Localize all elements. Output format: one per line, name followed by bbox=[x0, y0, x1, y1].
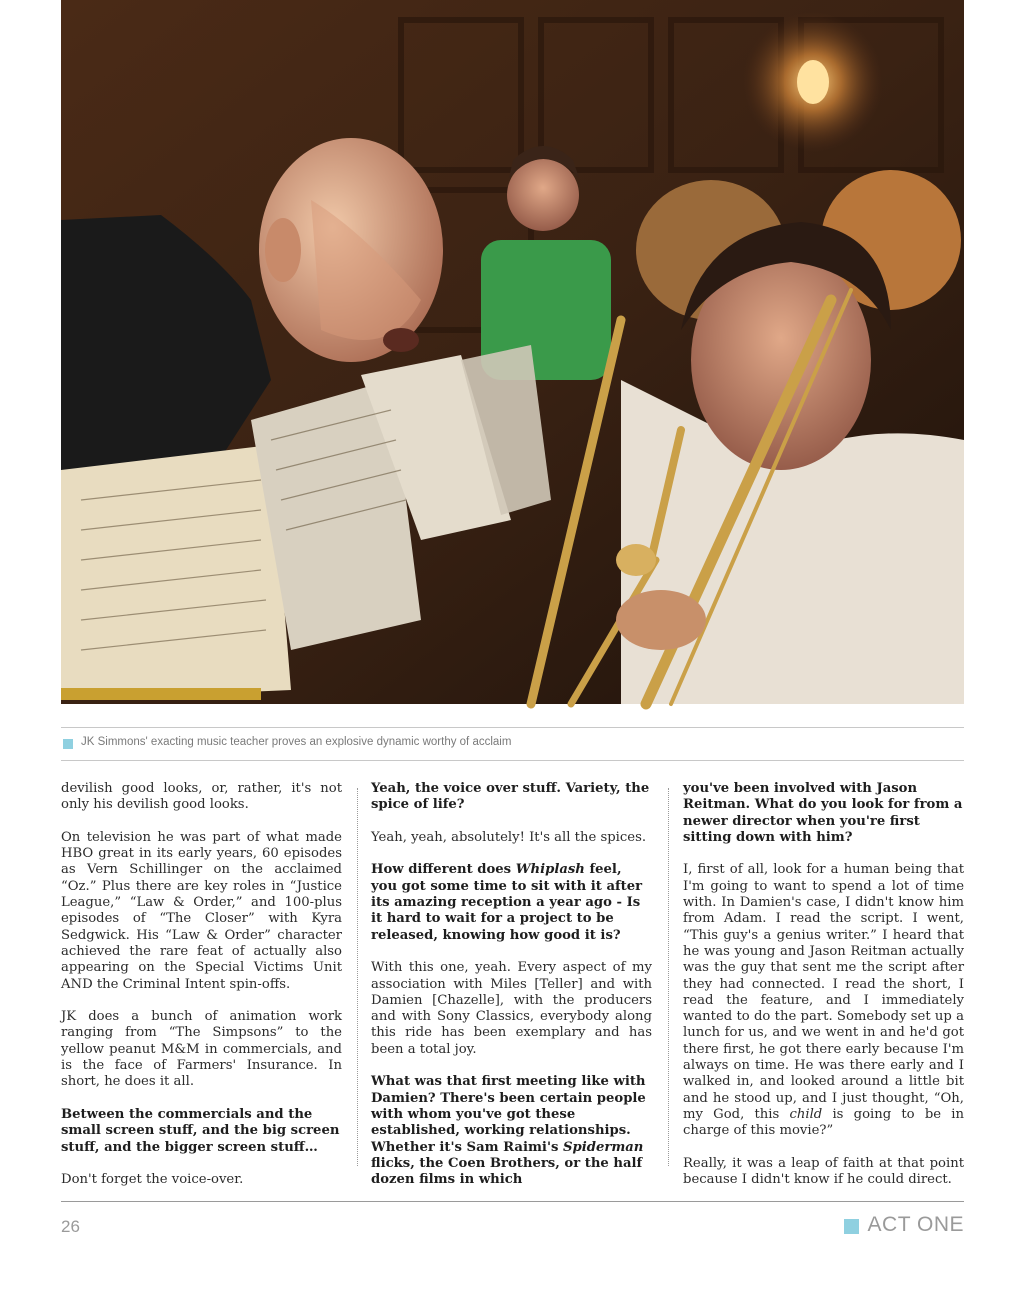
photo-caption bbox=[61, 727, 964, 761]
question-text: flicks, the Coen Brothers, or the half dozen films in which bbox=[371, 1155, 643, 1188]
interview-question bbox=[371, 862, 652, 943]
film-title: Whiplash bbox=[515, 862, 585, 878]
column-divider bbox=[668, 788, 669, 1166]
article-column-2 bbox=[371, 781, 652, 1188]
question-text: What was that first meeting like with Damien? There's been certain people with whom you've got these established, working relationships. Whether it's Sam Raimi's bbox=[371, 1074, 646, 1155]
rehearsal-illustration bbox=[61, 0, 964, 704]
caption-text: JK Simmons' exacting music teacher proves an explosive dynamic worthy of acclaim bbox=[81, 736, 512, 748]
emphasis: child bbox=[789, 1106, 823, 1122]
paragraph: devilish good looks, or, rather, it's not only his devilish good looks. bbox=[61, 781, 342, 813]
column-divider bbox=[357, 788, 358, 1166]
article-column-3 bbox=[683, 781, 964, 1188]
paragraph: Yeah, yeah, absolutely! It's all the spices. bbox=[371, 829, 647, 845]
interview-question: you've been involved with Jason Reitman. What do you look for from a newer director when you're first sitting down with him? bbox=[683, 781, 963, 845]
page-number: 26 bbox=[61, 1217, 80, 1236]
footer-rule bbox=[61, 1201, 964, 1202]
section-label: ACT ONE bbox=[867, 1213, 964, 1236]
paragraph: Don't forget the voice-over. bbox=[61, 1172, 244, 1188]
caption-marker-icon bbox=[63, 739, 73, 749]
article-column-1 bbox=[61, 781, 342, 1188]
interview-question: Yeah, the voice over stuff. Variety, the spice of life? bbox=[371, 781, 650, 813]
paragraph bbox=[683, 862, 964, 1139]
interview-question bbox=[371, 1074, 652, 1188]
paragraph: On television he was part of what made HBO great in its early years, 60 episodes as Vern Schillinger on the acclaimed “Oz.” Plus there are key roles in “Justice League,” “Law & Order,” and 100-plus episodes of “The Closer” with Kyra Sedgwick. His “Law & Order” character achieved the rare feat of actually also appearing on the Special Victims Unit AND the Criminal Intent spin-offs. bbox=[61, 829, 342, 992]
paragraph: Really, it was a leap of faith at that point because I didn't know if he could direct. bbox=[683, 1155, 964, 1188]
film-title: Spiderman bbox=[563, 1139, 644, 1155]
hero-photo bbox=[61, 0, 964, 704]
paragraph: JK does a bunch of animation work ranging from “The Simpsons” to the yellow peanut M&M in commercials, and is the face of Farmers' Insurance. In short, he does it all. bbox=[61, 1009, 342, 1090]
section-marker-icon bbox=[844, 1219, 859, 1234]
answer-text: I, first of all, look for a human being that I'm going to want to spend a lot of time with. In Damien's case, I didn't know him from Adam. I read the script. I went, “This guy's a genius writer.” I heard that he was young and Jason Reitman actually was the guy that sent me the script after they had connected. I read the short, I read the feature, and I immediately wanted to do the part. Somebody set up a lunch for us, and we went in and he'd got there first, he got there early because I'm always on time. He was there early and I walked in, and looked around a little bit and he stood up, and I just thought, “Oh, my God, this bbox=[683, 862, 964, 1122]
question-text: How different does bbox=[371, 862, 516, 878]
answer-text: is going to be in charge of this movie?” bbox=[683, 1106, 964, 1139]
paragraph: With this one, yeah. Every aspect of my association with Miles [Teller] and with Damien [Chazelle], with the producers and with Sony Classics, everybody along this ride has been exemplary and has been a total joy. bbox=[371, 960, 652, 1057]
interview-question: Between the commercials and the small screen stuff, and the big screen stuff, and the bigger screen stuff… bbox=[61, 1106, 340, 1155]
question-text: feel, you got some time to sit with it after its amazing reception a year ago - Is it hard to wait for a project to be released, knowing how good it is? bbox=[371, 862, 643, 943]
